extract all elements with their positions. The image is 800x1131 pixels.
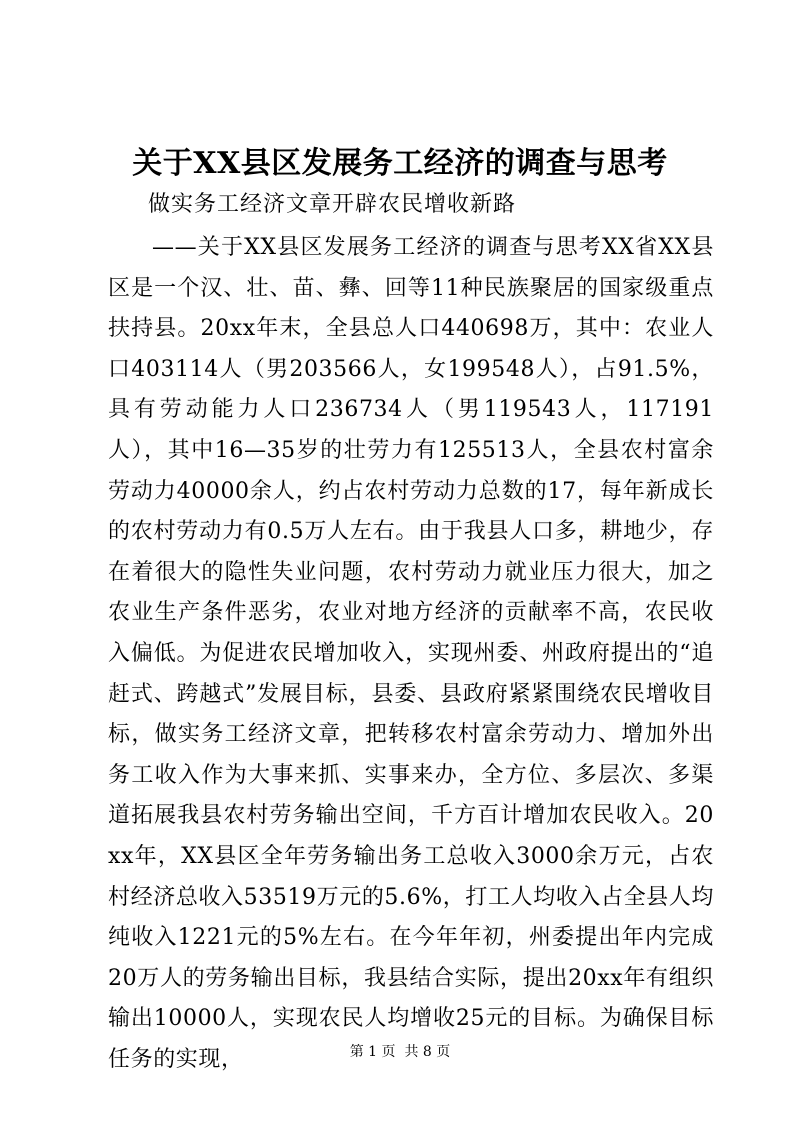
body-paragraph: ——关于XX县区发展务工经济的调查与思考XX省XX县区是一个汉、壮、苗、彝、回等11种民族聚居的国家级重点扶持县。20xx年末，全县总人口440698万，其中：农业人口403114人（男203566人，女199548人），占91.5%，具有劳动能力人口236734人（男119543人，117191人），其中16—35岁的壮劳力有125513人，全县农村富余劳动力40000余人，约占农村劳动力总数的17，每年新成长的农村劳动力有0.5万人左右。由于我县人口多，耕地少，存在着很大的隐性失业问题，农村劳动力就业压力很大，加之农业生产条件恶劣，农业对地方经济的贡献率不高，农民收入偏低。为促进农民增加收入，实现州委、州政府提出的“追赶式、跨越式”发展目标，县委、县政府紧紧围绕农民增收目标，做实务工经济文章，把转移农村富余劳动力、增加外出务工收入作为大事来抓、实事来办，全方位、多层次、多渠道拓展我县农村劳务输出空间，千方百计增加农民收入。20xx年，XX县区全年劳务输出务工总收入3000余万元，占农村经济总收入53519万元的5.6%，打工人均收入占全县人均纯收入1221元的5%左右。在今年年初，州委提出年内完成20万人的劳务输出目标，我县结合实际，提出20xx年有组织输出10000人，实现农民人均增收25元的目标。为确保目标任务的实现， [108,235,714,1072]
document-subtitle: 做实务工经济文章开辟农民增收新路 [148,192,517,217]
page-footer: 第 1 页 共 8 页 [349,1044,451,1060]
document-title: 关于XX县区发展务工经济的调查与思考 [132,146,668,181]
